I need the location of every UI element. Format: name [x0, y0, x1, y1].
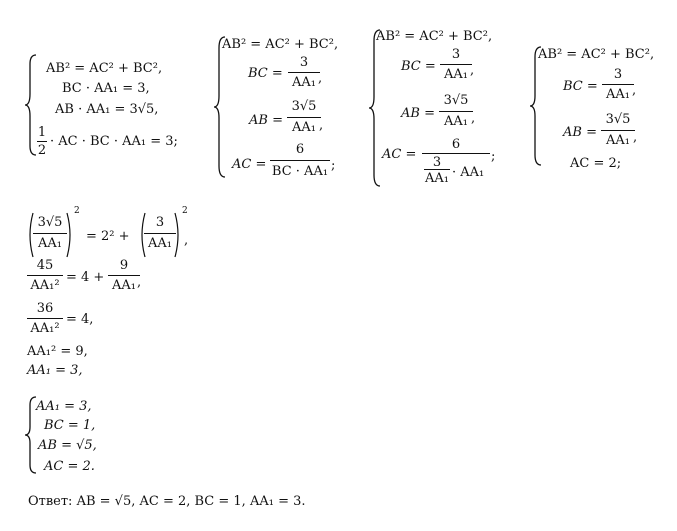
fraction	[602, 67, 637, 104]
numerator: 3√5	[37, 215, 63, 230]
fraction	[32, 216, 68, 256]
numerator: 1	[37, 125, 47, 140]
equation-lhs: AB =	[563, 125, 597, 140]
fraction	[27, 259, 63, 299]
denominator: AA₁	[425, 171, 449, 186]
equation-lhs: BC =	[563, 79, 598, 94]
punctuation: ,	[184, 233, 189, 248]
equation: BC · AA₁ = 3,	[62, 81, 150, 96]
equation: · AC · BC · AA₁ = 3;	[50, 134, 178, 149]
equation-lhs: AC =	[382, 147, 417, 162]
right-paren-icon	[66, 212, 74, 258]
equation: AA₁ = 3,	[27, 363, 83, 378]
numerator: 3	[432, 155, 442, 170]
equation: AB² = AC² + BC²,	[222, 37, 339, 52]
equation: BC = 1,	[44, 418, 96, 433]
numerator: 6	[295, 142, 305, 157]
equation: AA₁² = 9,	[27, 344, 88, 359]
punctuation: ;	[331, 158, 336, 173]
numerator: 3	[299, 55, 309, 70]
numerator: 36	[36, 301, 54, 316]
answer-line: Ответ: AB = √5, AC = 2, BC = 1, AA₁ = 3.	[28, 494, 306, 509]
fraction	[422, 138, 490, 188]
numerator: 3	[613, 67, 623, 82]
fraction	[36, 126, 48, 160]
denominator: AA₁	[606, 133, 630, 148]
fraction	[108, 259, 140, 299]
denominator: AA₁	[606, 87, 630, 102]
fraction	[440, 47, 475, 84]
fraction	[287, 99, 324, 136]
fraction	[270, 143, 330, 181]
fraction	[144, 216, 176, 256]
equation: AC = 2;	[570, 156, 622, 171]
right-paren-icon	[174, 212, 182, 258]
equation-lhs: AC =	[232, 157, 267, 172]
equation: AC = 2.	[44, 459, 95, 474]
denominator: AA₁	[444, 114, 468, 129]
nested-fraction	[424, 156, 450, 190]
equation-middle: = 2² +	[86, 229, 130, 244]
equation: AB² = AC² + BC²,	[46, 61, 163, 76]
denominator: AA₁	[444, 67, 468, 82]
left-brace-icon	[529, 46, 543, 166]
numerator: 3√5	[443, 93, 469, 108]
punctuation: ,	[632, 83, 637, 98]
punctuation: ,	[471, 111, 476, 126]
denominator: AA₁	[148, 236, 172, 251]
denominator: AA₁	[292, 75, 316, 90]
denominator: AA₁²	[30, 321, 60, 336]
numerator: 3	[451, 47, 461, 62]
equation: AB · AA₁ = 3√5,	[55, 102, 159, 117]
equation: AA₁ = 3,	[36, 399, 92, 414]
equation-rest: = 4,	[66, 312, 94, 327]
equation-lhs: AB =	[249, 113, 283, 128]
equation: AB² = AC² + BC²,	[538, 47, 655, 62]
equation: AB² = AC² + BC²,	[376, 29, 493, 44]
denominator: AA₁	[292, 120, 316, 135]
numerator: 3	[155, 215, 165, 230]
fraction	[288, 55, 323, 92]
punctuation: ,	[633, 130, 638, 145]
numerator: 3√5	[605, 112, 631, 127]
left-brace-icon	[368, 29, 382, 187]
punctuation: ,	[470, 63, 475, 78]
denominator: AA₁	[38, 236, 62, 251]
equation-middle: = 4 +	[66, 270, 105, 285]
numerator: 45	[36, 258, 54, 273]
denominator: AA₁	[112, 278, 136, 293]
fraction	[601, 112, 638, 149]
equation-lhs: BC =	[248, 66, 283, 81]
punctuation: ,	[318, 71, 323, 86]
fraction	[439, 93, 476, 130]
punctuation: ;	[491, 149, 496, 164]
left-brace-icon	[213, 36, 227, 178]
fraction	[27, 302, 63, 342]
denominator: 2	[37, 143, 47, 158]
numerator: 3√5	[291, 99, 317, 114]
punctuation: ,	[137, 275, 142, 290]
equation: AB = √5,	[38, 438, 97, 453]
equation-lhs: BC =	[401, 59, 436, 74]
denominator: AA₁²	[30, 278, 60, 293]
numerator: 6	[451, 137, 461, 152]
numerator: 9	[119, 258, 129, 273]
denominator: BC · AA₁	[271, 164, 329, 179]
denominator-tail: · AA₁	[452, 165, 485, 180]
punctuation: ,	[319, 118, 324, 133]
equation-lhs: AB =	[401, 106, 435, 121]
